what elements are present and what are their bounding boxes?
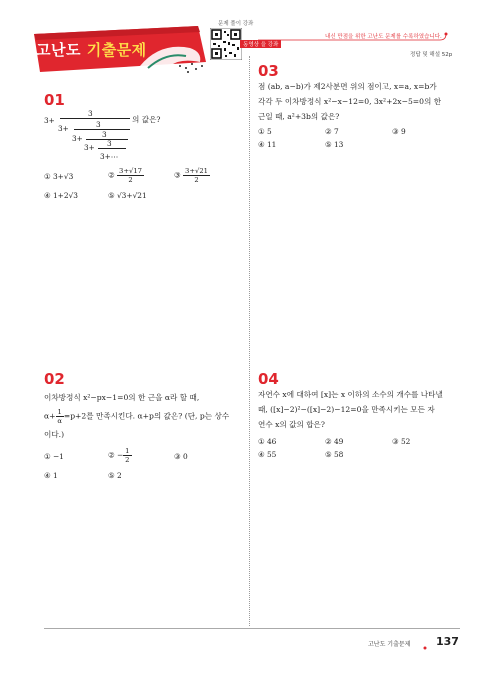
- column-divider: [249, 56, 250, 626]
- cf-n1: 3: [88, 109, 93, 118]
- choice-4[interactable]: ④ 55: [258, 450, 277, 459]
- stem-line: 이차방정식 x²−px−1=0의 한 근을 α라 할 때,: [44, 393, 200, 402]
- stem-line: 점 (ab, a−b)가 제2사분면 위의 점이고, x=a, x=b가: [258, 82, 437, 91]
- choice-3[interactable]: [174, 167, 210, 184]
- banner-title-a: 고난도: [36, 41, 87, 59]
- stem-line: 때, ([x]−2)²−([x]−2)−12=0을 만족시키는 모든 자: [258, 405, 435, 414]
- choice-5[interactable]: ⑤ √3+√21: [108, 191, 147, 200]
- stem-line: 이다.): [44, 430, 65, 439]
- problem-number: 04: [258, 370, 279, 388]
- footer-rule: [44, 628, 460, 629]
- stem-line: [44, 408, 244, 425]
- problem-stem: [258, 79, 458, 124]
- choice-5[interactable]: ⑤ 2: [108, 471, 122, 480]
- continued-fraction: [44, 109, 244, 162]
- cf-n2: 3: [96, 120, 101, 129]
- frac-num: 3+√17: [119, 167, 142, 175]
- notice-text: 내신 만점을 위한 고난도 문제를 수록하였습니다.: [325, 34, 442, 40]
- banner-title: [36, 39, 147, 60]
- frac-num: 1: [125, 447, 130, 455]
- banner-title-b: 기출문제: [86, 41, 147, 59]
- cf-bar4: [98, 148, 126, 149]
- problem-stem: [44, 390, 244, 442]
- choice-4[interactable]: ④ 1: [44, 471, 58, 480]
- choice-1[interactable]: ① 5: [258, 127, 272, 136]
- stem-text: =p+2를 만족시킨다. α+p의 값은? (단, p는 상수: [63, 411, 230, 421]
- qr-code-icon[interactable]: [210, 28, 242, 60]
- cf-tail: 3+⋯: [100, 152, 119, 161]
- cf-n3: 3: [102, 130, 107, 139]
- stem-line: 근일 때, a²+3b의 값은?: [258, 112, 340, 121]
- choice-2[interactable]: [108, 447, 132, 464]
- stem-text: α+: [44, 411, 56, 421]
- frac-den: 2: [194, 176, 199, 184]
- answer-reference: 정답 및 해설 52p: [410, 52, 453, 58]
- stem-line: 연수 x의 값의 합은?: [258, 420, 325, 429]
- frac-num: 3+√21: [185, 167, 208, 175]
- frac-den: 2: [125, 456, 130, 464]
- footer-label: 고난도 기출문제: [368, 641, 411, 648]
- choice-5[interactable]: ⑤ 13: [325, 140, 344, 149]
- choice-4[interactable]: ④ 1+2√3: [44, 191, 78, 200]
- problem-stem: [258, 387, 458, 432]
- choice-2[interactable]: ② 49: [325, 437, 344, 446]
- choice-1[interactable]: ① −1: [44, 452, 64, 461]
- cf-d3: 3+: [84, 143, 95, 152]
- choice-1[interactable]: ① 3+√3: [44, 172, 74, 181]
- problem-number: 01: [44, 91, 65, 109]
- choice-2[interactable]: ② 7: [325, 127, 339, 136]
- page-number: 137: [436, 635, 459, 648]
- stem-line: 자연수 x에 대하여 [x]는 x 이하의 소수의 개수를 나타낼: [258, 390, 443, 399]
- choice-3[interactable]: ③ 52: [392, 437, 411, 446]
- choice-2-fraction: [117, 167, 144, 184]
- choice-5[interactable]: ⑤ 58: [325, 450, 344, 459]
- stem-fraction: [56, 408, 64, 425]
- choice-4[interactable]: ④ 11: [258, 140, 277, 149]
- choice-3-label: ③: [174, 170, 181, 180]
- stem-line: 각각 두 이차방정식 x²−x−12=0, 3x²+2x−5=0의 한: [258, 97, 442, 106]
- frac-den: α: [57, 417, 62, 425]
- cf-d1: 3+: [58, 124, 69, 133]
- choice-3[interactable]: ③ 0: [174, 452, 188, 461]
- qr-caption-bottom[interactable]: 동영상 을 강좌: [240, 40, 281, 48]
- cf-question: 의 값은?: [132, 115, 161, 124]
- choice-2-label: ② −: [108, 450, 124, 460]
- choice-3[interactable]: ③ 9: [392, 127, 406, 136]
- qr-caption-top: 문제 풀이 강좌: [218, 21, 254, 27]
- cf-lead: 3+: [44, 116, 55, 125]
- cf-bar1: [60, 118, 130, 119]
- frac-num: 1: [57, 408, 62, 416]
- choice-3-fraction: [183, 167, 210, 184]
- problem-number: 02: [44, 370, 65, 388]
- choice-2-label: ②: [108, 170, 115, 180]
- footer-dot-icon: [421, 637, 429, 645]
- problem-number: 03: [258, 62, 279, 80]
- choice-2-fraction: [123, 447, 131, 464]
- cf-n4: 3: [107, 139, 112, 148]
- frac-den: 2: [128, 176, 133, 184]
- cf-d2: 3+: [72, 134, 83, 143]
- choice-1[interactable]: ① 46: [258, 437, 277, 446]
- choice-2[interactable]: [108, 167, 144, 184]
